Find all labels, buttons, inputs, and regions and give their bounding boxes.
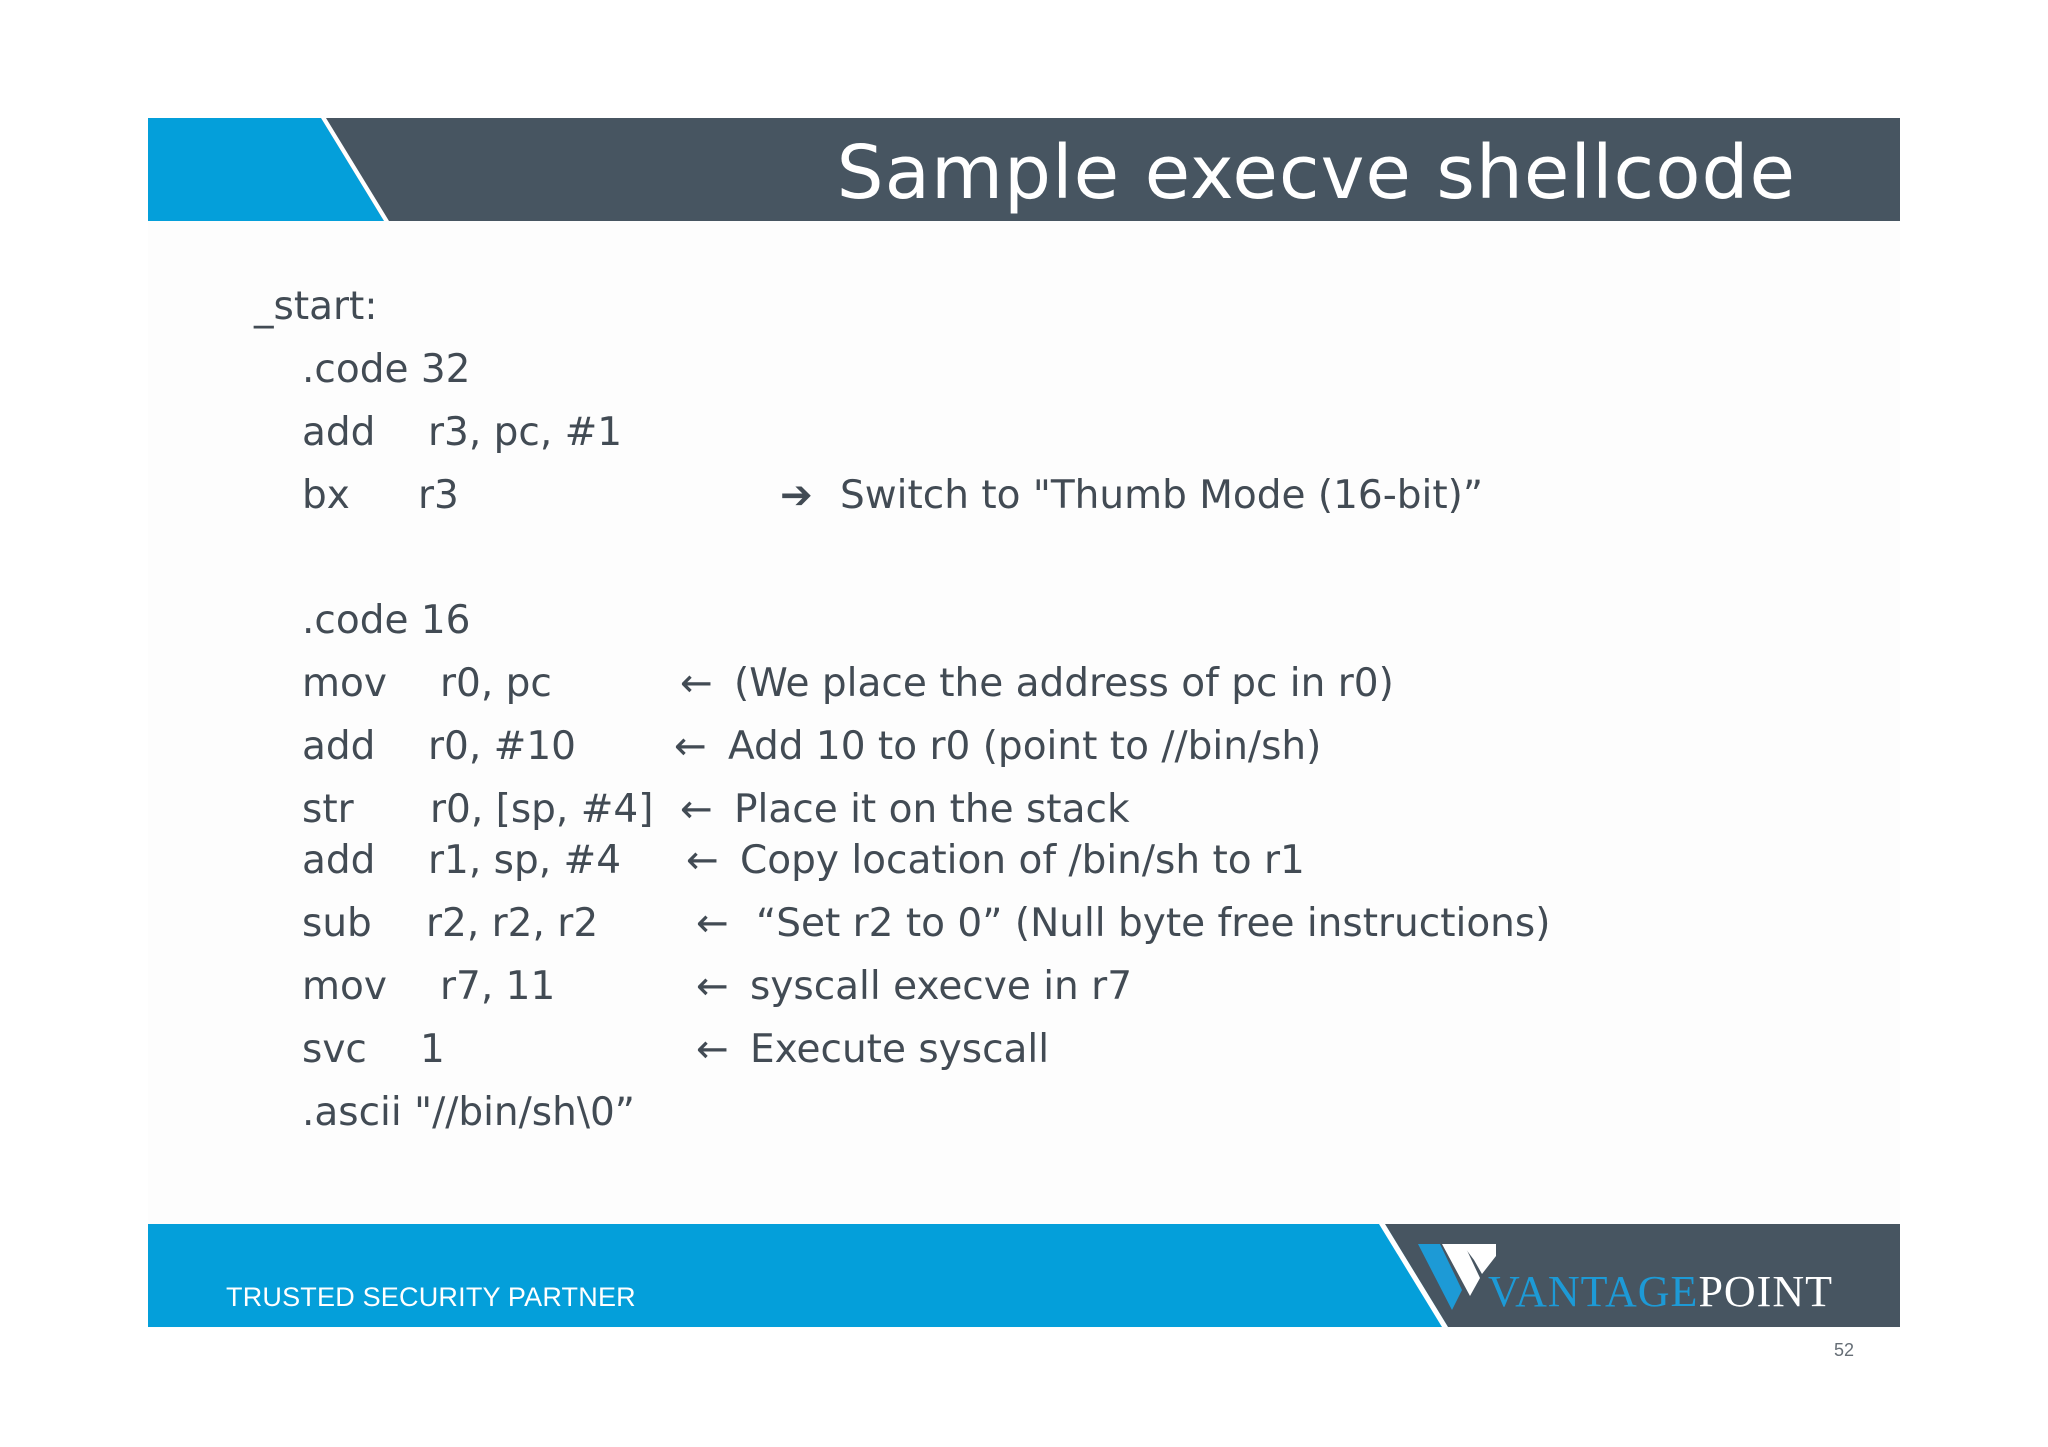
code-line-4-op: .code 16 xyxy=(302,598,471,643)
comment-arrow-icon: ← xyxy=(680,661,713,706)
code-line-6-op: add xyxy=(302,724,376,769)
comment-arrow-icon: ← xyxy=(680,787,713,832)
comment-arrow-icon: ← xyxy=(674,724,707,769)
logo-text-part2: POINT xyxy=(1698,1267,1833,1316)
code-line-9-comment: “Set r2 to 0” (Null byte free instructions) xyxy=(756,901,1551,946)
comment-arrow-bold-icon: ➔ xyxy=(780,473,813,518)
code-line-8-args: r1, sp, #4 xyxy=(428,838,622,883)
code-line-10-args: r7, 11 xyxy=(440,964,556,1009)
code-line-6-args: r0, #10 xyxy=(428,724,576,769)
code-line-1-op: .code 32 xyxy=(302,347,471,392)
code-line-9-op: sub xyxy=(302,901,372,946)
code-line-8-comment: Copy location of /bin/sh to r1 xyxy=(740,838,1305,883)
code-line-10-comment: syscall execve in r7 xyxy=(750,964,1133,1009)
code-line-6-comment: Add 10 to r0 (point to //bin/sh) xyxy=(728,724,1322,769)
code-line-3-args: r3 xyxy=(418,473,459,518)
comment-arrow-icon: ← xyxy=(696,901,729,946)
code-line-8-op: add xyxy=(302,838,376,883)
code-line-7-comment: Place it on the stack xyxy=(734,787,1130,832)
header-accent-stripe xyxy=(148,118,398,221)
page-number: 52 xyxy=(1834,1340,1855,1360)
code-line-2-op: add xyxy=(302,410,376,455)
footer-tagline: TRUSTED SECURITY PARTNER xyxy=(226,1282,636,1312)
code-line-3-op: bx xyxy=(302,473,350,518)
code-line-7-op: str xyxy=(302,787,354,832)
code-line-10-op: mov xyxy=(302,964,387,1009)
slide-title: Sample execve shellcode xyxy=(836,130,1796,216)
code-line-11-op: svc xyxy=(302,1027,367,1072)
code-line-7-args: r0, [sp, #4] xyxy=(430,787,654,832)
comment-arrow-icon: ← xyxy=(696,964,729,1009)
code-line-9-args: r2, r2, r2 xyxy=(426,901,599,946)
code-line-12-op: .ascii "//bin/sh\0” xyxy=(302,1090,635,1135)
vantagepoint-logo-text xyxy=(1488,1266,1833,1317)
code-line-5-comment: (We place the address of pc in r0) xyxy=(734,661,1394,706)
code-line-11-comment: Execute syscall xyxy=(750,1027,1050,1072)
comment-arrow-icon: ← xyxy=(696,1027,729,1072)
code-label-start: _start: xyxy=(254,284,378,329)
logo-text-part1: VANTAGE xyxy=(1488,1267,1699,1316)
code-line-3-comment: Switch to "Thumb Mode (16-bit)” xyxy=(840,473,1484,518)
comment-arrow-icon: ← xyxy=(686,838,719,883)
code-line-2-args: r3, pc, #1 xyxy=(428,410,623,455)
vantagepoint-logo-mark-icon xyxy=(1418,1240,1498,1318)
code-line-5-op: mov xyxy=(302,661,387,706)
code-line-11-args: 1 xyxy=(420,1027,445,1072)
code-line-5-args: r0, pc xyxy=(440,661,552,706)
